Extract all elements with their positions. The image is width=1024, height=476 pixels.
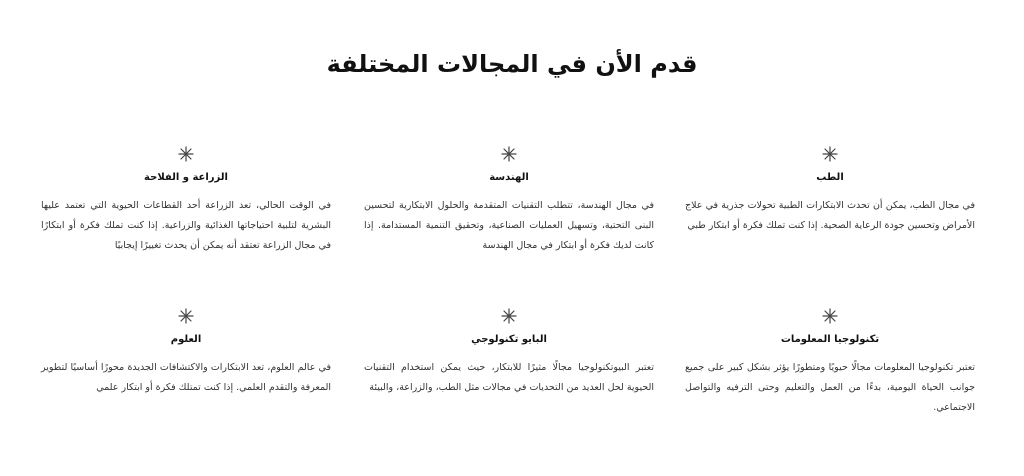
card-biotechnology (364, 308, 654, 398)
card-title: البايو تكنولوجي (471, 334, 547, 345)
asterisk-star-icon (178, 146, 194, 162)
card-information-technology (685, 308, 975, 418)
asterisk-star-icon (822, 146, 838, 162)
card-title: العلوم (170, 334, 202, 345)
card-title: تكنولوجيا المعلومات (780, 334, 880, 345)
card-agriculture (41, 146, 331, 256)
card-text: في مجال الطب، يمكن أن تحدث الابتكارات الطبية تحولات جذرية في علاج الأمراض وتحسين جودة الرعاية الصحية. إذا كنت تملك فكرة أو ابتكار طبي (685, 200, 975, 231)
card-title: الطب (816, 172, 844, 183)
card-text: تعتبر البيوتكنولوجيا مجالًا مثيرًا للابتكار، حيث يمكن استخدام التقنيات الحيوية لحل العديد من التحديات في مجالات مثل الطب، والزراعة، والبيئة (364, 362, 654, 393)
card-text: في مجال الهندسة، تتطلب التقنيات المتقدمة والحلول الابتكارية لتحسين البنى التحتية، وتسهيل العمليات الصناعية، وتحقيق التنمية المستدامة. إذا كانت لديك فكرة أو ابتكار في مجال الهندسة (364, 200, 654, 251)
asterisk-star-icon (822, 308, 838, 324)
card-text: في عالم العلوم، تعد الابتكارات والاكتشافات الجديدة محورًا أساسيًا لتطوير المعرفة والتقدم العلمي. إذا كنت تمتلك فكرة أو ابتكار علمي (41, 362, 331, 393)
card-title: الهندسة (489, 172, 529, 183)
page-title: قدم الأن في المجالات المختلفة (326, 50, 698, 78)
asterisk-star-icon (501, 146, 517, 162)
card-engineering (364, 146, 654, 256)
card-sciences (41, 308, 331, 398)
card-text: في الوقت الحالي، تعد الزراعة أحد القطاعات الحيوية التي تعتمد عليها البشرية لتلبية احتياجاتها الغذائية والزراعية. إذا كنت تملك فكرة أو ابتكارًا في مجال الزراعة تعتقد أنه يمكن أن يحدث تغييرًا إيجابيًا (41, 200, 331, 251)
asterisk-star-icon (501, 308, 517, 324)
card-title: الزراعة و الفلاحة (144, 172, 228, 183)
asterisk-star-icon (178, 308, 194, 324)
card-medicine (685, 146, 975, 236)
card-text: تعتبر تكنولوجيا المعلومات مجالًا حيويًا ومتطورًا يؤثر بشكل كبير على جميع جوانب الحياة اليومية، بدءًا من العمل والتعليم وحتى الترفيه والتواصل الاجتماعي. (685, 362, 975, 413)
